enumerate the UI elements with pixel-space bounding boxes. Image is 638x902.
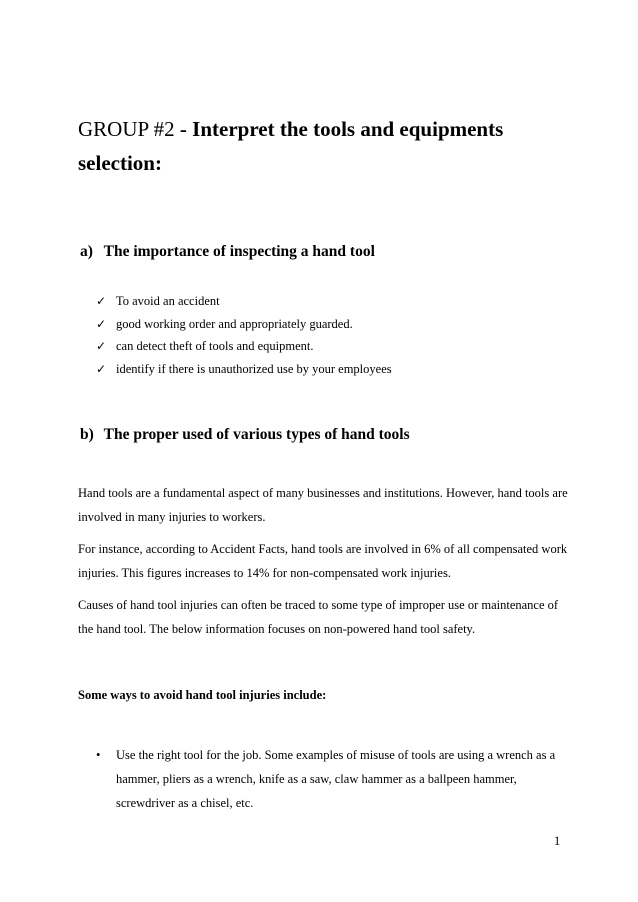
list-item-text: can detect theft of tools and equipment. [116, 339, 314, 353]
list-item [96, 358, 392, 381]
bullet-icon: • [96, 748, 101, 762]
title-group-label: GROUP #2 [78, 117, 175, 141]
paragraph: Hand tools are a fundamental aspect of many businesses and institutions. However, hand tools are involved in many injuries to workers. [78, 486, 568, 524]
list-item-text: identify if there is unauthorized use by your employees [116, 361, 392, 376]
list-item-text: To avoid an accident [116, 294, 220, 308]
title-separator: - [174, 117, 193, 141]
ways-bullet-list [96, 743, 576, 815]
ways-heading: Some ways to avoid hand tool injuries include: [78, 688, 327, 702]
section-b-heading-text: The proper used of various types of hand tools [103, 426, 410, 443]
list-item [96, 313, 392, 336]
paragraph: For instance, according to Accident Facts, hand tools are involved in 6% of all compensated work injuries. This figures increases to 14% for non-compensated work injuries. [78, 542, 568, 580]
list-item [96, 290, 392, 313]
section-a-label: a) [80, 243, 93, 260]
paragraph: Causes of hand tool injuries can often be traced to some type of improper use or maintenance of the hand tool. The below information focuses on non-powered hand tool safety. [78, 598, 559, 636]
checkmark-icon: ✓ [96, 339, 107, 353]
title-text: Interpret the tools and equipments selection: [78, 117, 504, 175]
page-number: 1 [554, 834, 561, 848]
list-item [96, 335, 392, 358]
section-a-heading [80, 243, 375, 261]
section-a-checklist [96, 290, 392, 380]
list-item-text: good working order and appropriately guarded. [116, 316, 353, 331]
section-a-heading-text: The importance of inspecting a hand tool [103, 243, 375, 260]
section-b-label: b) [80, 426, 94, 443]
section-b-heading [80, 426, 410, 444]
list-item [96, 743, 576, 815]
checkmark-icon: ✓ [96, 316, 107, 331]
document-title [78, 112, 578, 180]
checkmark-icon: ✓ [96, 294, 107, 308]
checkmark-icon: ✓ [96, 361, 107, 376]
list-item-text: Use the right tool for the job. Some examples of misuse of tools are using a wrench as a hammer, pliers as a wrench, knife as a saw, claw hammer as a ballpeen hammer, screwdriver as a chisel, etc. [116, 748, 556, 810]
